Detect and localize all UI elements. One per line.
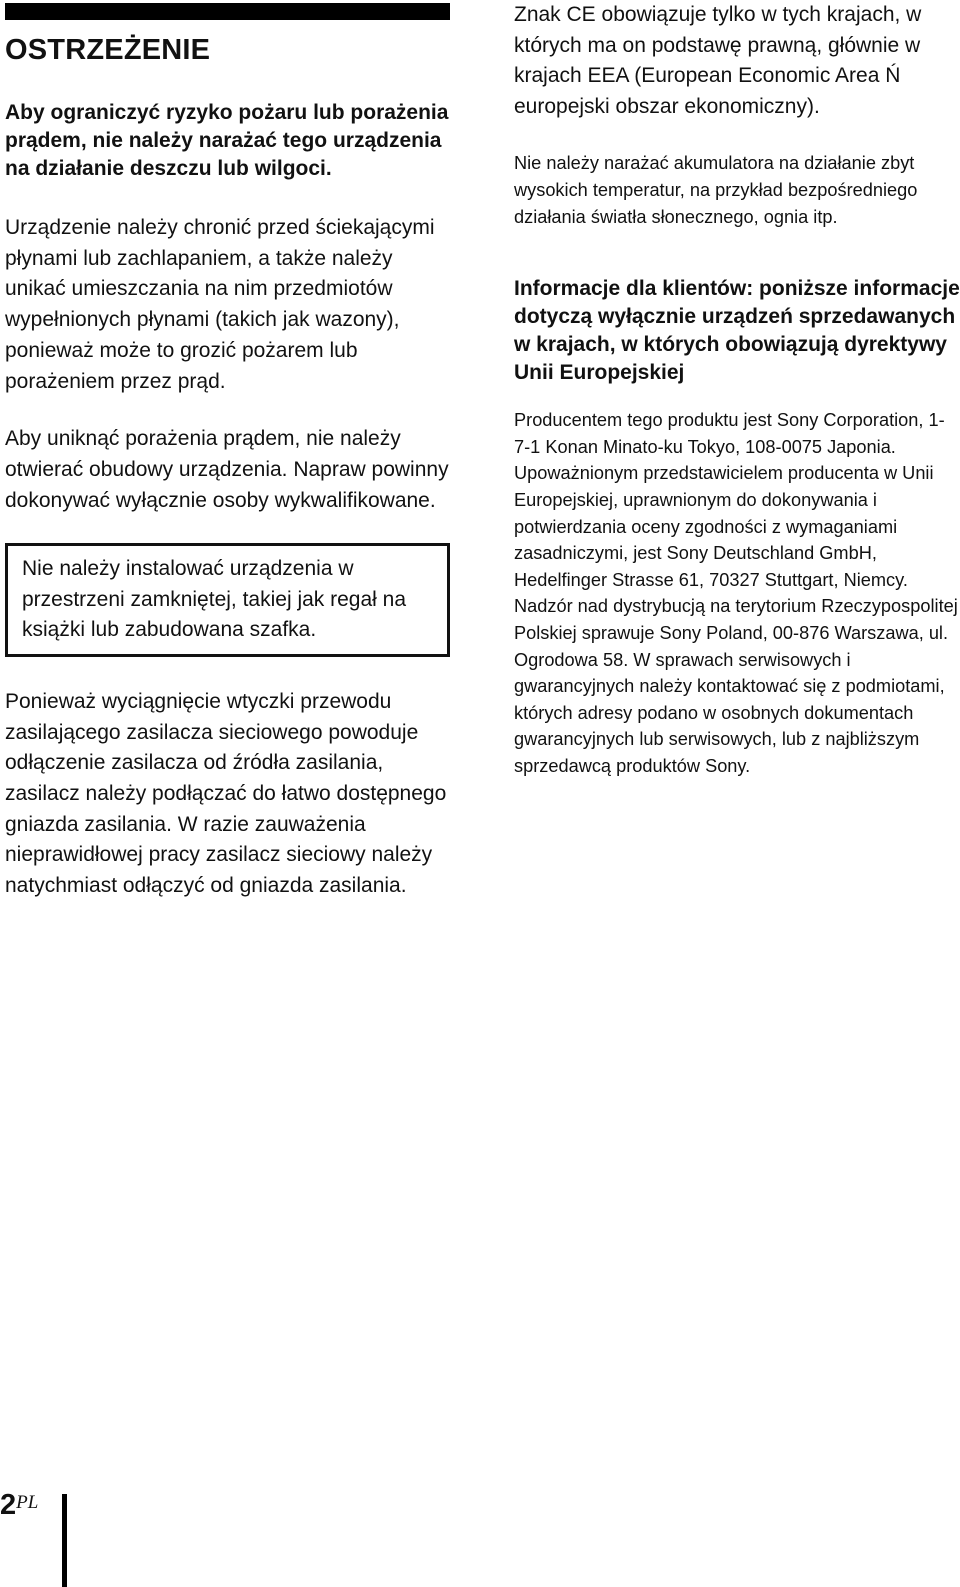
language-code: PL (16, 1492, 39, 1513)
do-not-open-paragraph: Aby uniknąć porażenia prądem, nie należy otwierać obudowy urządzenia. Napraw powinny dokonywać wyłącznie osoby wykwalifikowane. (5, 427, 449, 512)
eu-customer-info-text: Producentem tego produktu jest Sony Corporation, 1-7-1 Konan Minato-ku Tokyo, 108-0075 Japonia. Upoważnionym przedstawicielem producenta w Unii Europejskiej, uprawnionym do dokonywania i potwierdzania oceny zgodności z wymaganiami zasadniczymi, jest Sony Deutschland GmbH, Hedelfinger Strasse 61, 70327 Stuttgart, Niemcy. Nadzór nad dystrybucją na terytorium Rzeczypospolitej Polskiej sprawuje Sony Poland, 00-876 Warszawa, ul. Ogrodowa 58. W sprawach serwisowych i gwarancyjnych należy kontaktować się z podmiotami, których adresy podano w osobnych dokumentach gwarancyjnych lub serwisowych, lub z najbliższym sprzedawcą produktów Sony. (514, 410, 958, 776)
liquid-warning-paragraph: Urządzenie należy chronić przed ściekającymi płynami lub zachlapaniem, a także należy unikać umieszczania na nim przedmiotów wypełnionych płynami (takich jak wazony), ponieważ może to grozić pożarem lub porażeniem przez prąd. (5, 216, 435, 393)
fire-shock-warning: Aby ograniczyć ryzyko pożaru lub porażenia prądem, nie należy narażać tego urządzenia na działanie deszczu lub wilgoci. (5, 101, 449, 180)
left-column (5, 28, 450, 902)
header-rule (5, 3, 450, 20)
right-column (514, 0, 960, 779)
page-number (0, 1488, 38, 1522)
power-adapter-paragraph: Ponieważ wyciągnięcie wtyczki przewodu zasilającego zasilacza sieciowego powoduje odłączenie zasilacza od źródła zasilania, zasilacz należy podłączać do łatwo dostępnego gniazda zasilania. W razie zauważenia nieprawidłowej pracy zasilacz sieciowy należy natychmiast odłączyć od gniazda zasilania. (5, 689, 447, 898)
warning-title: OSTRZEŻENIE (5, 34, 211, 66)
battery-heat-note: Nie należy narażać akumulatora na działanie zbyt wysokich temperatur, na przykład bezpośredniego działania światła słonecznego, ognia itp. (514, 153, 918, 227)
page-number-value: 2 (0, 1489, 17, 1521)
footer-rule (62, 1494, 67, 1587)
installation-note-box: Nie należy instalować urządzenia w przestrzeni zamkniętej, takiej jak regał na książki lub zabudowana szafka. (5, 543, 450, 657)
eu-customer-info-heading: Informacje dla klientów: poniższe informacje dotyczą wyłącznie urządzeń sprzedawanych w krajach, w których obowiązują dyrektywy Unii Europejskiej (514, 277, 960, 385)
ce-mark-note: Znak CE obowiązuje tylko w tych krajach, w których ma on podstawę prawną, głównie w krajach EEA (European Economic Area Ń europejski obszar ekonomiczny). (514, 3, 922, 118)
